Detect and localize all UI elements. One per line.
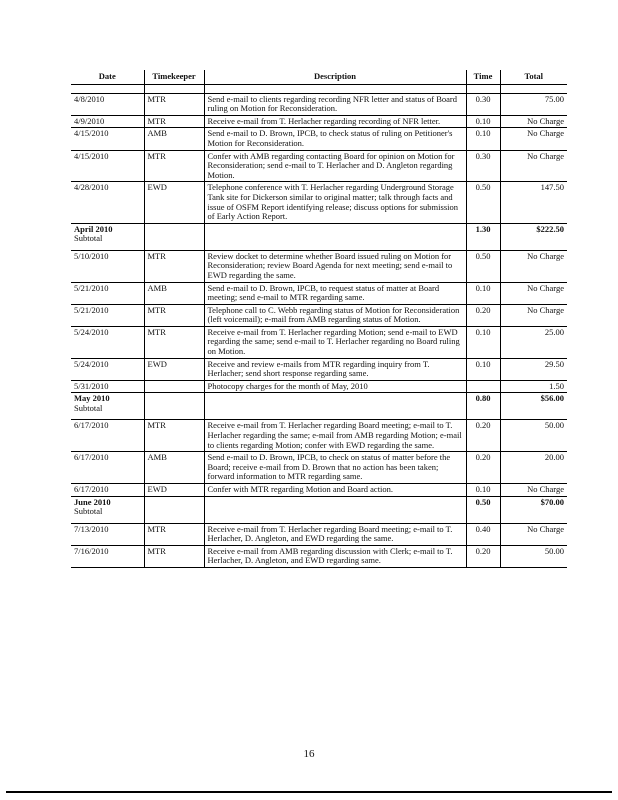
header-timekeeper: Timekeeper [144, 70, 204, 84]
entry-date: 4/8/2010 [71, 93, 144, 115]
page-number: 16 [303, 748, 315, 760]
entry-timekeeper [144, 380, 204, 393]
entry-timekeeper: MTR [144, 150, 204, 182]
entry-total: No Charge [500, 250, 567, 282]
entry-total: No Charge [500, 282, 567, 304]
entry-date: 5/21/2010 [71, 282, 144, 304]
table-row [71, 380, 567, 393]
entry-description: Receive e-mail from T. Herlacher regarding Board meeting; e-mail to T. Herlacher regarding the same; e-mail from AMB regarding Motion; e-mail to clients regarding Motion; confer with EWD regarding the same. [204, 420, 466, 452]
entry-date: 5/31/2010 [71, 380, 144, 393]
billing-table [71, 70, 567, 568]
subtotal-month: April 2010 [74, 223, 113, 234]
subtotal-timekeeper-cell [144, 393, 204, 420]
entry-date: 4/9/2010 [71, 115, 144, 128]
entry-total: No Charge [500, 128, 567, 150]
table-row [71, 545, 567, 567]
subtotal-month: June 2010 [74, 496, 111, 507]
entry-total: No Charge [500, 150, 567, 182]
subtotal-description-cell [204, 223, 466, 250]
subtotal-caption: Subtotal [74, 506, 103, 517]
entry-time [466, 380, 500, 393]
header-date: Date [71, 70, 144, 84]
entry-description: Photocopy charges for the month of May, 2010 [204, 380, 466, 393]
subtotal-total: $70.00 [500, 496, 567, 523]
spacer-row [71, 84, 567, 93]
header-time: Time [466, 70, 500, 84]
entry-total: No Charge [500, 484, 567, 497]
table-row [71, 484, 567, 497]
entry-total: 147.50 [500, 182, 567, 223]
entry-timekeeper: MTR [144, 326, 204, 358]
spacer-cell [144, 84, 204, 93]
entry-time: 0.10 [466, 326, 500, 358]
subtotal-description-cell [204, 393, 466, 420]
spacer-cell [204, 84, 466, 93]
spacer-cell [71, 84, 144, 93]
table-row [71, 150, 567, 182]
entry-time: 0.50 [466, 182, 500, 223]
entry-date: 6/17/2010 [71, 452, 144, 484]
subtotal-caption: Subtotal [74, 403, 103, 414]
entry-date: 7/13/2010 [71, 523, 144, 545]
entry-description: Telephone call to C. Webb regarding status of Motion for Reconsideration (left voicemail); e-mail from AMB regarding status of Motion. [204, 304, 466, 326]
entry-date: 4/15/2010 [71, 150, 144, 182]
table-row [71, 452, 567, 484]
subtotal-caption: Subtotal [74, 233, 103, 244]
spacer-cell [500, 84, 567, 93]
entry-total: 1.50 [500, 380, 567, 393]
subtotal-time: 0.80 [466, 393, 500, 420]
subtotal-label [71, 223, 144, 250]
entry-time: 0.10 [466, 128, 500, 150]
table-row [71, 523, 567, 545]
entry-total: 50.00 [500, 545, 567, 567]
entry-timekeeper: AMB [144, 282, 204, 304]
entry-description: Review docket to determine whether Board issued ruling on Motion for Reconsideration; review Board Agenda for next meeting; send e-mail to EWD regarding the same. [204, 250, 466, 282]
entry-total: No Charge [500, 115, 567, 128]
table-row [71, 282, 567, 304]
entry-total: 25.00 [500, 326, 567, 358]
entry-time: 0.10 [466, 358, 500, 380]
subtotal-description-cell [204, 496, 466, 523]
table-row [71, 93, 567, 115]
entry-date: 5/24/2010 [71, 358, 144, 380]
entry-time: 0.20 [466, 420, 500, 452]
entry-timekeeper: MTR [144, 93, 204, 115]
table-row [71, 128, 567, 150]
entry-total: 75.00 [500, 93, 567, 115]
entry-time: 0.30 [466, 150, 500, 182]
table-row [71, 358, 567, 380]
table-header-row [71, 70, 567, 84]
entry-timekeeper: EWD [144, 484, 204, 497]
entry-total: 50.00 [500, 420, 567, 452]
entry-time: 0.20 [466, 452, 500, 484]
entry-description: Send e-mail to D. Brown, IPCB, to check status of ruling on Petitioner's Motion for Reconsideration. [204, 128, 466, 150]
table-row [71, 250, 567, 282]
entry-description: Confer with AMB regarding contacting Board for opinion on Motion for Reconsideration; send e-mail to T. Herlacher and D. Angleton regarding Motion. [204, 150, 466, 182]
entry-description: Receive e-mail from T. Herlacher regarding recording of NFR letter. [204, 115, 466, 128]
entry-date: 5/10/2010 [71, 250, 144, 282]
entry-timekeeper: EWD [144, 182, 204, 223]
entry-description: Send e-mail to clients regarding recording NFR letter and status of Board ruling on Motion for Reconsideration. [204, 93, 466, 115]
entry-description: Receive e-mail from T. Herlacher regarding Board meeting; e-mail to T. Herlacher, D. Angleton, and EWD regarding the same. [204, 523, 466, 545]
entry-time: 0.20 [466, 304, 500, 326]
entry-description: Send e-mail to D. Brown, IPCB, to request status of matter at Board meeting; send e-mail to MTR regarding same. [204, 282, 466, 304]
entry-date: 5/21/2010 [71, 304, 144, 326]
entry-total: 20.00 [500, 452, 567, 484]
entry-time: 0.20 [466, 545, 500, 567]
entry-timekeeper: AMB [144, 452, 204, 484]
entry-date: 6/17/2010 [71, 484, 144, 497]
entry-total: No Charge [500, 304, 567, 326]
entry-total: 29.50 [500, 358, 567, 380]
entry-timekeeper: MTR [144, 115, 204, 128]
entry-time: 0.40 [466, 523, 500, 545]
table-row [71, 115, 567, 128]
header-description: Description [204, 70, 466, 84]
entry-time: 0.10 [466, 282, 500, 304]
entry-time: 0.10 [466, 115, 500, 128]
entry-description: Telephone conference with T. Herlacher regarding Underground Storage Tank site for Dickerson similar to original matter; talk through facts and issue of OSFM Report identifying release; discuss options for submission of Early Action Report. [204, 182, 466, 223]
header-total: Total [500, 70, 567, 84]
entry-description: Confer with MTR regarding Motion and Board action. [204, 484, 466, 497]
entry-description: Send e-mail to D. Brown, IPCB, to check on status of matter before the Board; receive e-mail from D. Brown that no action has been taken; forward information to MTR regarding same. [204, 452, 466, 484]
subtotal-timekeeper-cell [144, 223, 204, 250]
entry-date: 5/24/2010 [71, 326, 144, 358]
entry-description: Receive e-mail from AMB regarding discussion with Clerk; e-mail to T. Herlacher, D. Angleton, and EWD regarding same. [204, 545, 466, 567]
entry-date: 4/28/2010 [71, 182, 144, 223]
entry-date: 4/15/2010 [71, 128, 144, 150]
entry-timekeeper: EWD [144, 358, 204, 380]
table-row [71, 182, 567, 223]
table-row [71, 326, 567, 358]
subtotal-label [71, 393, 144, 420]
entry-description: Receive e-mail from T. Herlacher regarding Motion; send e-mail to EWD regarding the same; send e-mail to T. Herlacher regarding no Board ruling on Motion. [204, 326, 466, 358]
entry-time: 0.50 [466, 250, 500, 282]
table-body [71, 84, 567, 567]
subtotal-row [71, 496, 567, 523]
spacer-cell [466, 84, 500, 93]
subtotal-total: $56.00 [500, 393, 567, 420]
subtotal-row [71, 223, 567, 250]
entry-timekeeper: MTR [144, 250, 204, 282]
entry-timekeeper: AMB [144, 128, 204, 150]
subtotal-month: May 2010 [74, 393, 110, 404]
footer-rule [6, 791, 612, 793]
entry-time: 0.10 [466, 484, 500, 497]
entry-timekeeper: MTR [144, 545, 204, 567]
entry-date: 7/16/2010 [71, 545, 144, 567]
subtotal-total: $222.50 [500, 223, 567, 250]
entry-date: 6/17/2010 [71, 420, 144, 452]
entry-timekeeper: MTR [144, 523, 204, 545]
subtotal-time: 1.30 [466, 223, 500, 250]
entry-timekeeper: MTR [144, 420, 204, 452]
subtotal-row [71, 393, 567, 420]
entry-description: Receive and review e-mails from MTR regarding inquiry from T. Herlacher; send short response regarding same. [204, 358, 466, 380]
entry-total: No Charge [500, 523, 567, 545]
subtotal-time: 0.50 [466, 496, 500, 523]
entry-timekeeper: MTR [144, 304, 204, 326]
subtotal-label [71, 496, 144, 523]
table-row [71, 420, 567, 452]
subtotal-timekeeper-cell [144, 496, 204, 523]
entry-time: 0.30 [466, 93, 500, 115]
table-row [71, 304, 567, 326]
